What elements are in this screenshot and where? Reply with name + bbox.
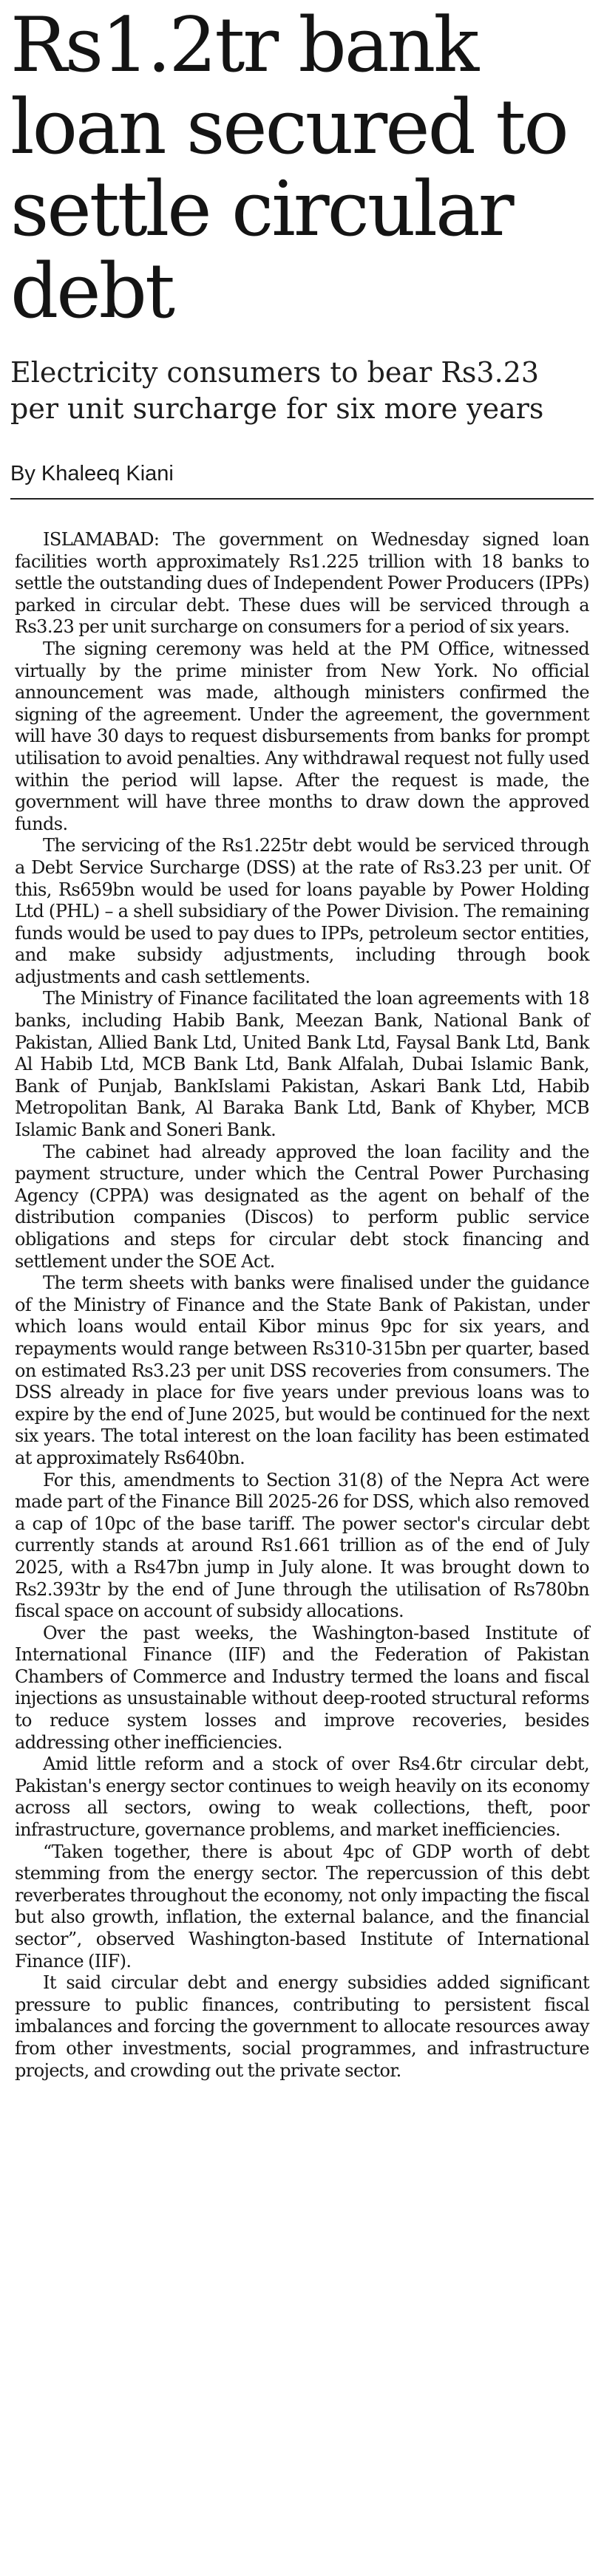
subheadline: Electricity consumers to bear Rs3.23 per unit surcharge for six more years (10, 356, 544, 425)
paragraph: For this, amendments to Section 31(8) of the Nepra Act were made part of the Finance Bill 2025-26 for DSS, which also removed a cap of 10pc of the base tariff. The power sector's circular debt currently stands at around Rs1.661 trillion as of the end of July 2025, with a Rs47bn jump in July alone. It was brought down to Rs2.393tr by the end of June through the utilisation of Rs780bn fiscal space on account of subsidy allocations. (15, 1469, 589, 1622)
paragraph: The signing ceremony was held at the PM Office, witnessed virtually by the prime minister from New York. No official announcement was made, although ministers confirmed the signing of the agreement. Under the agreement, the government will have 30 days to request disbursements from banks for prompt utilisation to avoid penalties. Any withdrawal request not fully used within the period will lapse. After the request is made, the government will have three months to draw down the approved funds. (15, 638, 589, 834)
paragraph: Over the past weeks, the Washington-based Institute of International Finance (IIF) and the Federation of Pakistan Chambers of Commerce and Industry termed the loans and fiscal injections as unsustainable without deep-rooted structural reforms to reduce system losses and improve recoveries, besides addressing other inefficiencies. (15, 1622, 589, 1753)
paragraph: It said circular debt and energy subsidies added significant pressure to public finances, contributing to persistent fiscal imbalances and forcing the government to allocate resources away from other investments, social programmes, and infrastructure projects, and crowding out the private sector. (15, 1972, 589, 2081)
news-article (0, 1, 604, 2576)
paragraph: “Taken together, there is about 4pc of GDP worth of debt stemming from the energy sector. The repercussion of this debt reverberates throughout the economy, not only impacting the fiscal but also growth, inflation, the external balance, and the financial sector”, observed Washington-based Institute of International Finance (IIF). (15, 1841, 589, 1972)
paragraph: The servicing of the Rs1.225tr debt would be serviced through a Debt Service Surcharge (DSS) at the rate of Rs3.23 per unit. Of this, Rs659bn would be used for loans payable by Power Holding Ltd (PHL) – a shell subsidiary of the Power Division. The remaining funds would be used to pay dues to IPPs, petroleum sector entities, and make subsidy adjustments, including through book adjustments and cash settlements. (15, 835, 589, 987)
paragraph: ISLAMABAD: The government on Wednesday signed loan facilities worth approximately Rs1.225 trillion with 18 banks to settle the outstanding dues of Independent Power Producers (IPPs) parked in circular debt. These dues will be serviced through a Rs3.23 per unit surcharge on consumers for a period of six years. (15, 529, 589, 638)
byline: By Khaleeq Kiani (10, 461, 594, 500)
headline: Rs1.2tr bank loan secured to settle circular debt (10, 1, 567, 335)
paragraph: Amid little reform and a stock of over Rs4.6tr circular debt, Pakistan's energy sector continues to weigh heavily on its economy across all sectors, owing to weak collections, theft, poor infrastructure, governance problems, and market inefficiencies. (15, 1754, 589, 1841)
paragraph: The cabinet had already approved the loan facility and the payment structure, under which the Central Power Purchasing Agency (CPPA) was designated as the agent on behalf of the distribution companies (Discos) to perform public service obligations and steps for circular debt stock financing and settlement under the SOE Act. (15, 1141, 589, 1272)
article-body (10, 529, 594, 2082)
paragraph: The Ministry of Finance facilitated the loan agreements with 18 banks, including Habib Bank, Meezan Bank, National Bank of Pakistan, Allied Bank Ltd, United Bank Ltd, Faysal Bank Ltd, Bank Al Habib Ltd, MCB Bank Ltd, Bank Alfalah, Dubai Islamic Bank, Bank of Punjab, BankIslami Pakistan, Askari Bank Ltd, Habib Metropolitan Bank, Al Baraka Bank Ltd, Bank of Khyber, MCB Islamic Bank and Soneri Bank. (15, 988, 589, 1141)
paragraph: The term sheets with banks were finalised under the guidance of the Ministry of Finance and the State Bank of Pakistan, under which loans would entail Kibor minus 9pc for six years, and repayments would range between Rs310-315bn per quarter, based on estimated Rs3.23 per unit DSS recoveries from consumers. The DSS already in place for five years under previous loans was to expire by the end of June 2025, but would be continued for the next six years. The total interest on the loan facility has been estimated at approximately Rs640bn. (15, 1272, 589, 1468)
